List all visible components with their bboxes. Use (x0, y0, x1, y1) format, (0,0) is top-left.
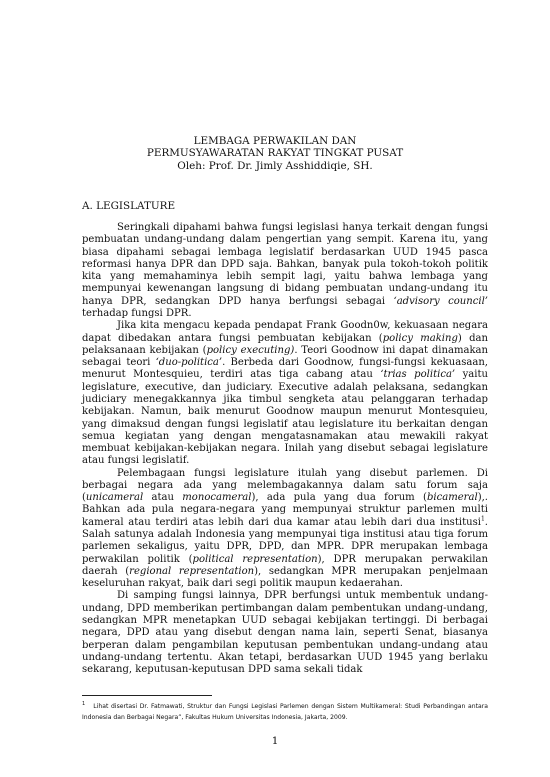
footnote-separator (82, 695, 212, 696)
footnote (82, 699, 488, 723)
document-title (0, 135, 550, 172)
paragraph-4: Di samping fungsi lainnya, DPR berfungsi untuk membentuk undang-undang, DPD memberikan pertimbangan dalam pembentukan undang-undang, sedangkan MPR menetapkan UUD sebagai kebijakan tertinggi. Di berbagai negara, DPD atau yang disebut dengan nama lain, seperti Senat, biasanya berperan dalam pengambilan keputusan pembentukan undang-undang atau undang-undang tertentu. Akan tetapi, berdasarkan UUD 1945 yang berlaku sekarang, keputusan-keputusan DPD sama sekali tidak (82, 590, 488, 676)
body-text (82, 222, 488, 676)
paragraph-3: Pelembagaan fungsi legislature itulah yang disebut parlemen. Di berbagai negara ada yang melembagakannya dalam satu forum saja (unicameral atau monocameral), ada pula yang dua forum (bicameral),. Bahkan ada pula negara-negara yang mempunyai struktur parlemen multi kameral atau terdiri atas lebih dari dua kamar atau lebih dari dua institusi$^1$. Salah satunya adalah Indonesia yang mempunyai tiga institusi atau tiga forum parlemen sekaligus, yaitu DPR, DPD, dan MPR. DPR merupakan lembaga perwakilan politik (political representation), DPR merupakan perwakilan daerah (regional representation), sedangkan MPR merupakan penjelmaan keseluruhan rakyat, baik dari segi politik maupun kedaerahan. (82, 467, 488, 590)
author-line: Oleh: Prof. Dr. Jimly Asshiddiqie, SH. (177, 159, 373, 172)
page-number: 1 (271, 735, 279, 747)
footnote-number: 1 (82, 701, 86, 707)
section-heading: A. LEGISLATURE (82, 200, 176, 212)
title-line-1: LEMBAGA PERWAKILAN DAN (193, 135, 357, 147)
title-line-2: PERMUSYAWARATAN RAKYAT TINGKAT PUSAT (146, 147, 404, 160)
paragraph-1: Seringkali dipahami bahwa fungsi legislasi hanya terkait dengan fungsi pembuatan undang-undang dalam pengertian yang sempit. Karena itu, yang biasa dipahami sebagai lembaga legislatif berdasarkan UUD 1945 pasca reformasi hanya DPR dan DPD saja. Bahkan, banyak pula tokoh-tokoh politik kita yang memahaminya lebih sempit lagi, yaitu bahwa lembaga yang mempunyai kewenangan langsung di bidang pembuatan undang-undang itu hanya DPR, sedangkan DPD hanya berfungsi sebagai ‘advisory council’ terhadap fungsi DPR. (82, 222, 488, 319)
footnote-ref[interactable]: 1 (480, 515, 485, 523)
footnote-text: Lihat disertasi Dr. Fatmawati, Struktur dan Fungsi Legislasi Parlemen dengan Sistem Multikameral: Studi Perbandingan antara Indonesia dan Berbagai Negara”, Fakultas Hukum Universitas Indonesia, Jakarta, 2009. (82, 703, 489, 721)
paragraph-2: Jika kita mengacu kepada pendapat Frank Goodn0w, kekuasaan negara dapat dibedakan antara fungsi pembuatan kebijakan (policy making) dan pelaksanaan kebijakan (policy executing). Teori Goodnow ini dapat dinamakan sebagai teori ‘duo-politica’. Berbeda dari Goodnow, fungsi-fungsi kekuasaan, menurut Montesquieu, terdiri atas tiga cabang atau ‘trias politica’ yaitu legislature, executive, dan judiciary. Executive adalah pelaksana, sedangkan judiciary menegakkannya jika timbul sengketa atau pelanggaran terhadap kebijakan. Namun, baik menurut Goodnow maupun menurut Montesquieu, yang dimaksud dengan fungsi legislatif atau legislature itu berkaitan dengan semua kegiatan yang dengan mengatasnamakan atau mewakili rakyat membuat kebijakan-kebijakan negara. Inilah yang disebut sebagai legislature atau fungsi legislatif. (82, 320, 489, 467)
